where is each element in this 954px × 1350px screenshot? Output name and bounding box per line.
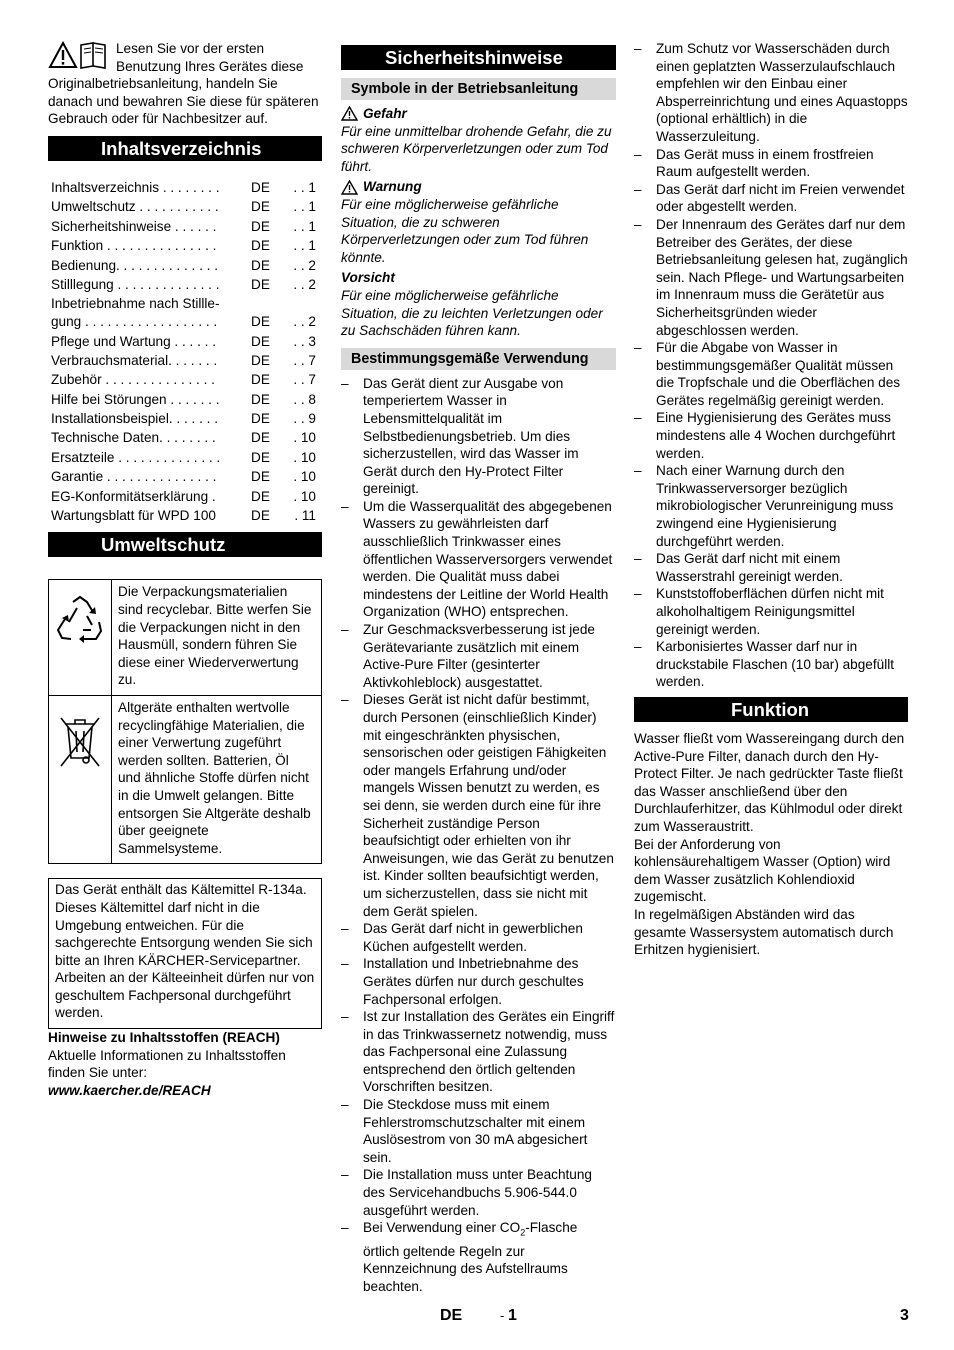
list-item: – Dieses Gerät ist nicht dafür bestimmt, durch Personen (einschließlich Kinder) mit eingeschränkten physischen, sensorischen oder geistigen Fähigkeiten oder mangels Erfahrung und/oder mangels Wissen benutzt zu werden, es sei denn, sie werden durch eine für ihre Sicherheit zuständige Person beaufsichtigt oder erhielten von ihr Anweisungen, wie das Gerät zu benutzen ist. Kinder sollten beaufsichtigt werden, um sicherzustellen, dass sie nicht mit dem Gerät spielen. [341, 691, 616, 920]
crossed-bin-icon [49, 696, 112, 863]
list-item: – Das Gerät muss in einem frostfreien Raum aufgestellt werden. [634, 146, 908, 181]
list-item: – Das Gerät darf nicht mit einem Wasserstrahl gereinigt werden. [634, 550, 908, 585]
toc-entry-title: Technische Daten. . . . . . . . [51, 430, 216, 446]
toc-row [48, 391, 322, 410]
toc-entry-page: . 10 [293, 469, 316, 485]
function-paragraph-1: Wasser fließt vom Wassereingang durch den Active-Pure Filter, danach durch den Hy-Protect Filter. Je nach gedrückter Taste fließt das Wasser anschließend über den Durchlauferhitzer, das Kühlmodul oder direkt zum Wasseraustritt. [634, 730, 905, 834]
warning-triangle-icon [50, 43, 76, 67]
toc-entry-title: Verbrauchsmaterial. . . . . . . [51, 352, 218, 368]
toc-entry-page: . . 1 [293, 199, 316, 215]
environment-box [48, 579, 322, 864]
toc-entry-title: Stilllegung . . . . . . . . . . . . . . [51, 276, 220, 292]
toc-entry-title: Umweltschutz . . . . . . . . . . . [51, 199, 219, 215]
middle-column [341, 45, 616, 1295]
toc-heading: Inhaltsverzeichnis [48, 136, 322, 161]
toc-entry-page: . . 8 [293, 391, 316, 407]
manual-book-icon [81, 43, 105, 68]
refrigerant-box [48, 878, 322, 1029]
toc-table [48, 179, 322, 526]
reach-text: Aktuelle Informationen zu Inhaltsstoffen finden Sie unter: [48, 1047, 286, 1081]
packaging-text: Die Verpackungsmaterialien sind recyclebar. Bitte werfen Sie die Verpackungen nicht in den Hausmüll, sondern führen Sie diese einer Wiederverwertung zu. [118, 584, 312, 688]
toc-entry-lang: DE [251, 352, 270, 368]
toc-entry-lang: DE [251, 276, 270, 292]
danger-text: Für eine unmittelbar drohende Gefahr, die zu schweren Körperverletzungen oder zum Tod führt. [341, 123, 612, 174]
footer-page-num: 1 [507, 1307, 517, 1324]
reach-link[interactable]: www.kaercher.de/REACH [48, 1082, 211, 1098]
intro-block [48, 40, 322, 128]
co2-sub: 2 [520, 1227, 526, 1238]
toc-entry-title: EG-Konformitätserklärung . [51, 488, 216, 504]
list-item: – Der Innenraum des Gerätes darf nur dem Betreiber des Gerätes, der diese Betriebsanleitung gelesen hat, zugänglich sein. Nach Pflege- und Wartungsarbeiten im Innenraum muss die Gerätetür aus Sicherheitsgründen wieder abgeschlossen werden. [634, 216, 908, 339]
footer-page-label: - 1 [500, 1307, 517, 1324]
list-item: – Ist zur Installation des Gerätes ein Eingriff in das Trinkwassernetz notwendig, muss das Fachpersonal eine Zulassung entsprechend den örtlich geltenden Vorschriften besitzen. [341, 1008, 616, 1096]
warning-text: Für eine möglicherweise gefährliche Situation, die zu schweren Körperverletzungen oder zum Tod führen könnte. [341, 196, 589, 265]
warning-triangle-small-icon [341, 180, 358, 195]
toc-entry-lang: DE [251, 391, 270, 407]
toc-entry-page: . 10 [293, 430, 316, 446]
toc-entry-page: . . 7 [293, 372, 316, 388]
caution-text: Für eine möglicherweise gefährliche Situation, die zu leichten Verletzungen oder zu Sachschäden führen kann. [341, 287, 603, 339]
list-item: – Zur Geschmacksverbesserung ist jede Gerätevariante zusätzlich mit einem Active-Pure Filter (gesinterter Aktivkohleblock) ausgestattet. [341, 621, 616, 691]
toc-row [48, 507, 322, 526]
list-item: – Nach einer Warnung durch den Trinkwasserversorger bezüglich mikrobiologischer Verunreinigung muss zwingend eine Hygienisierung durchgeführt werden. [634, 462, 908, 550]
toc-entry-lang: DE [251, 218, 270, 234]
function-paragraph-2: Bei der Anforderung von kohlensäurehaltigem Wasser (Option) wird dem Wasser zusätzlich Kohlendioxid zugemischt. [634, 836, 891, 905]
safety-heading: Sicherheitshinweise [341, 45, 616, 70]
toc-row [48, 257, 322, 276]
toc-row [48, 198, 322, 217]
warning-label-row [341, 178, 616, 196]
disposal-text: Altgeräte enthalten wertvolle recyclingfähige Materialien, die einer Verwertung zugeführt werden sollten. Batterien, Öl und ähnliche Stoffe dürfen nicht in die Umwelt gelangen. Bitte entsorgen Sie Altgeräte deshalb über geeignete Sammelsysteme. [118, 699, 311, 856]
toc-entry-title: Pflege und Wartung . . . . . . [51, 333, 216, 349]
toc-entry-lang: DE [251, 333, 270, 349]
toc-row [48, 237, 322, 256]
toc-entry-page: . . 2 [293, 314, 316, 330]
list-item: – Das Gerät darf nicht im Freien verwendet oder abgestellt werden. [634, 181, 908, 216]
toc-row [48, 333, 322, 352]
toc-row [48, 429, 322, 448]
toc-row [48, 410, 322, 429]
toc-entry-title: Bedienung. . . . . . . . . . . . . . [51, 257, 218, 273]
danger-label-row [341, 105, 616, 123]
toc-entry-lang: DE [251, 179, 270, 195]
danger-triangle-icon [341, 106, 358, 121]
intended-use-list [341, 375, 616, 1296]
toc-entry-title: Inhaltsverzeichnis . . . . . . . . [51, 179, 220, 195]
safety-list-continued [634, 40, 908, 691]
toc-entry-page: . 10 [293, 449, 316, 465]
co2-post: -Flasche örtlich geltende Regeln zur Kennzeichnung des Aufstellraums beachten. [363, 1220, 578, 1294]
list-item-co2 [341, 1219, 616, 1295]
toc-entry-lang: DE [251, 199, 270, 215]
packaging-row [49, 580, 321, 695]
list-item: – Das Gerät dient zur Ausgabe von temperiertem Wasser in Lebensmittelqualität im Selbstbedienungsbetrieb. Um dies sicherzustellen, wird das Wasser im Gerät durch den Hy-Protect Filter gereinigt. [341, 375, 616, 498]
toc-entry-title: Ersatzteile . . . . . . . . . . . . . . [51, 449, 221, 465]
toc-entry-title: Sicherheitshinweise . . . . . . [51, 218, 217, 234]
toc-entry-page: . . 2 [293, 257, 316, 273]
toc-row [48, 276, 322, 295]
toc-row [48, 218, 322, 237]
toc-entry-page: . . 1 [293, 179, 316, 195]
right-column [634, 40, 908, 959]
toc-entry-lang: DE [251, 411, 270, 427]
toc-entry-page: . . 7 [293, 352, 316, 368]
function-paragraph-3: In regelmäßigen Abständen wird das gesamte Wassersystem automatisch durch Erhitzen hygienisiert. [634, 906, 894, 958]
list-item: – Die Installation muss unter Beachtung des Servicehandbuchs 5.906-544.0 ausgeführt werden. [341, 1166, 616, 1219]
toc-entry-lang: DE [251, 488, 270, 504]
toc-row [48, 449, 322, 468]
toc-entry-page: . 11 [294, 508, 316, 524]
disposal-row [49, 695, 321, 863]
co2-pre: Bei Verwendung einer CO [363, 1220, 521, 1236]
toc-entry-page: . . 1 [293, 238, 316, 254]
left-column [48, 40, 322, 1099]
toc-row [48, 179, 322, 198]
toc-entry-title: Zubehör . . . . . . . . . . . . . . . [51, 372, 215, 388]
warning-label: Warnung [363, 179, 422, 195]
toc-entry-lang: DE [251, 314, 270, 330]
list-item: – Karbonisiertes Wasser darf nur in druckstabile Flaschen (10 bar) abgefüllt werden. [634, 638, 908, 691]
toc-row [48, 488, 322, 507]
list-item: – Das Gerät darf nicht in gewerblichen Küchen aufgestellt werden. [341, 920, 616, 955]
toc-entry-title: Installationsbeispiel. . . . . . . [51, 411, 218, 427]
danger-label: Gefahr [363, 106, 407, 121]
environment-heading: Umweltschutz [48, 532, 322, 557]
toc-entry-lang: DE [251, 238, 270, 254]
intro-text: Lesen Sie vor der ersten Benutzung Ihres Gerätes diese Originalbetriebsanleitung, handeln Sie danach und bewahren Sie diese für späteren Gebrauch oder für Nachbesitzer auf. [48, 41, 319, 127]
toc-entry-page: . . 9 [293, 411, 316, 427]
recycling-icon [49, 580, 112, 695]
intended-use-heading: Bestimmungsgemäße Verwendung [341, 348, 616, 370]
toc-entry-lang: DE [251, 449, 270, 465]
toc-entry-lang: DE [251, 372, 270, 388]
list-item: – Installation und Inbetriebnahme des Gerätes dürfen nur durch geschultes Fachpersonal erfolgen. [341, 955, 616, 1008]
list-item: – Um die Wasserqualität des abgegebenen Wassers zu gewährleisten darf ausschließlich Trinkwasser eines öffentlichen Wasserversorgers verwendet werden. Die Qualität muss dabei mindestens der Leitline der World Health Organization (WHO) entsprechen. [341, 498, 616, 621]
toc-entry-title: Wartungsblatt für WPD 100 [51, 508, 216, 524]
toc-entry-page: . . 1 [293, 218, 316, 234]
list-item: – Die Steckdose muss mit einem Fehlerstromschutzschalter mit einem Auslösestrom von 30 mA abgesichert sein. [341, 1096, 616, 1166]
toc-entry-title: Inbetriebnahme nach Stillle- gung . . . . . . . . . . . . . . . . . . [51, 296, 220, 330]
caution-label: Vorsicht [341, 270, 395, 286]
toc-entry-lang: DE [251, 430, 270, 446]
footer-page-number: 3 [900, 1307, 909, 1324]
function-heading: Funktion [634, 697, 908, 722]
toc-row [48, 295, 322, 332]
list-item: – Eine Hygienisierung des Gerätes muss mindestens alle 4 Wochen durchgeführt werden. [634, 409, 908, 462]
toc-row [48, 371, 322, 390]
list-item: – Kunststoffoberflächen dürfen nicht mit alkoholhaltigem Reinigungsmittel gereinigt werden. [634, 585, 908, 638]
list-item: – Für die Abgabe von Wasser in bestimmungsgemäßer Qualität müssen die Tropfschale und die Oberflächen des Gerätes regelmäßig gereinigt werden. [634, 339, 908, 409]
list-item: – Zum Schutz vor Wasserschäden durch einen geplatzten Wasserzulaufschlauch empfehlen wir den Einbau einer Absperreinrichtung und eines Aquastopps (optional erhältlich) in die Wasserzuleitung. [634, 40, 908, 146]
toc-entry-lang: DE [251, 257, 270, 273]
toc-entry-lang: DE [251, 469, 270, 485]
refrigerant-text: Das Gerät enthält das Kältemittel R-134a. Dieses Kältemittel darf nicht in die Umgebung entweichen. Für die sachgerechte Entsorgung wenden Sie sich bitte an Ihren KÄRCHER-Servicepartner. Arbeiten an der Kälteeinheit dürfen nur von geschultem Fachpersonal durchgeführt werden. [55, 882, 315, 1021]
toc-row [48, 468, 322, 487]
toc-entry-title: Hilfe bei Störungen . . . . . . . [51, 391, 220, 407]
toc-entry-page: . . 2 [293, 276, 316, 292]
intro-icons [48, 40, 110, 70]
toc-entry-page: . . 3 [293, 333, 316, 349]
footer-lang: DE [440, 1307, 463, 1324]
toc-entry-lang: DE [251, 508, 270, 524]
toc-row [48, 352, 322, 371]
toc-entry-page: . 10 [293, 488, 316, 504]
symbols-heading: Symbole in der Betriebsanleitung [341, 78, 616, 100]
toc-entry-title: Funktion . . . . . . . . . . . . . . . [51, 238, 217, 254]
toc-entry-title: Garantie . . . . . . . . . . . . . . . [51, 469, 217, 485]
reach-heading: Hinweise zu Inhaltsstoffen (REACH) [48, 1030, 280, 1046]
